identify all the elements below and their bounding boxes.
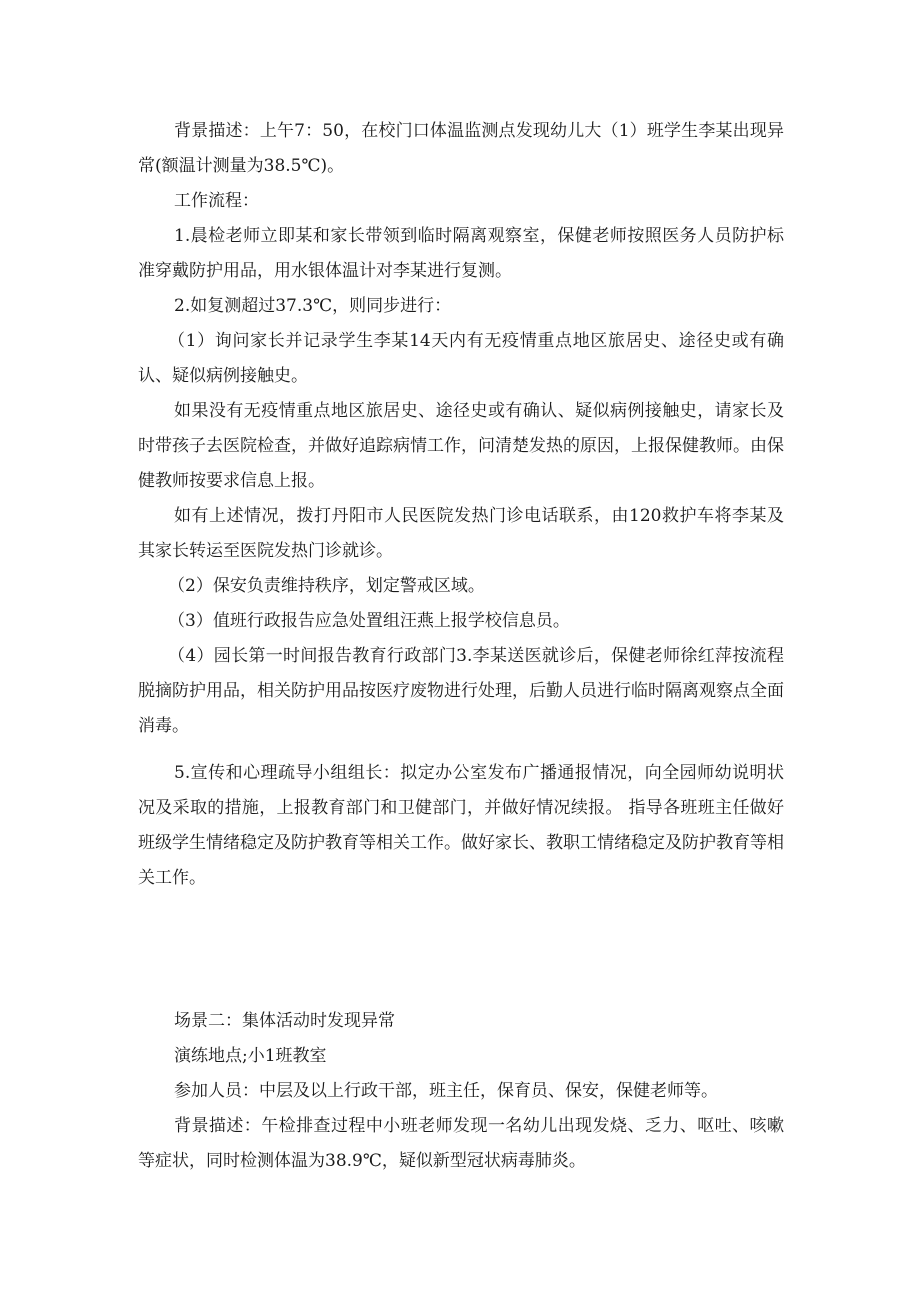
workflow-substep-1: （1）询问家长并记录学生李某14天内有无疫情重点地区旅居史、途径史或有确认、疑似病例接触史。: [138, 331, 784, 386]
workflow-substep-1-with-history: 如有上述情况，拨打丹阳市人民医院发热门诊电话联系，由120救护车将李某及其家长转运至医院发热门诊就诊。: [138, 506, 784, 561]
scene2-background: 背景描述：午检排查过程中小班老师发现一名幼儿出现发烧、乏力、呕吐、咳嗽等症状，同时检测体温为38.9℃，疑似新型冠状病毒肺炎。: [138, 1116, 784, 1171]
workflow-substep-4: （4）园长第一时间报告教育行政部门3.李某送医就诊后，保健老师徐红萍按流程脱摘防护用品，相关防护用品按医疗废物进行处理，后勤人员进行临时隔离观察点全面消毒。: [138, 646, 784, 736]
scene2-participants: 参加人员：中层及以上行政干部，班主任，保育员、保安，保健老师等。: [174, 1081, 718, 1101]
document-page: [138, 114, 784, 1179]
scene2-title: 场景二：集体活动时发现异常: [174, 1011, 395, 1031]
workflow-substep-2: （2）保安负责维持秩序，划定警戒区域。: [168, 576, 485, 596]
workflow-title: 工作流程：: [174, 191, 259, 211]
workflow-step-5: 5.宣传和心理疏导小组组长：拟定办公室发布广播通报情况，向全园师幼说明状况及采取的措施，上报教育部门和卫健部门，并做好情况续报。 指导各班班主任做好班级学生情绪稳定及防护教育等相关工作。做好家长、教职工情绪稳定及防护教育等相关工作。: [138, 763, 784, 888]
scene2-location: 演练地点;小1班教室: [174, 1046, 327, 1066]
workflow-substep-1-no-history: 如果没有无疫情重点地区旅居史、途径史或有确认、疑似病例接触史，请家长及时带孩子去医院检查，并做好追踪病情工作，问清楚发热的原因，上报保健教师。由保健教师按要求信息上报。: [138, 401, 784, 491]
workflow-step-2: 2.如复测超过37.3℃，则同步进行：: [174, 296, 452, 316]
scene1-background: 背景描述：上午7：50，在校门口体温监测点发现幼儿大（1）班学生李某出现异常(额温计测量为38.5℃)。: [138, 121, 784, 176]
workflow-step-1: 1.晨检老师立即某和家长带领到临时隔离观察室，保健老师按照医务人员防护标准穿戴防护用品，用水银体温计对李某进行复测。: [138, 226, 784, 281]
workflow-substep-3: （3）值班行政报告应急处置组汪燕上报学校信息员。: [168, 611, 570, 631]
